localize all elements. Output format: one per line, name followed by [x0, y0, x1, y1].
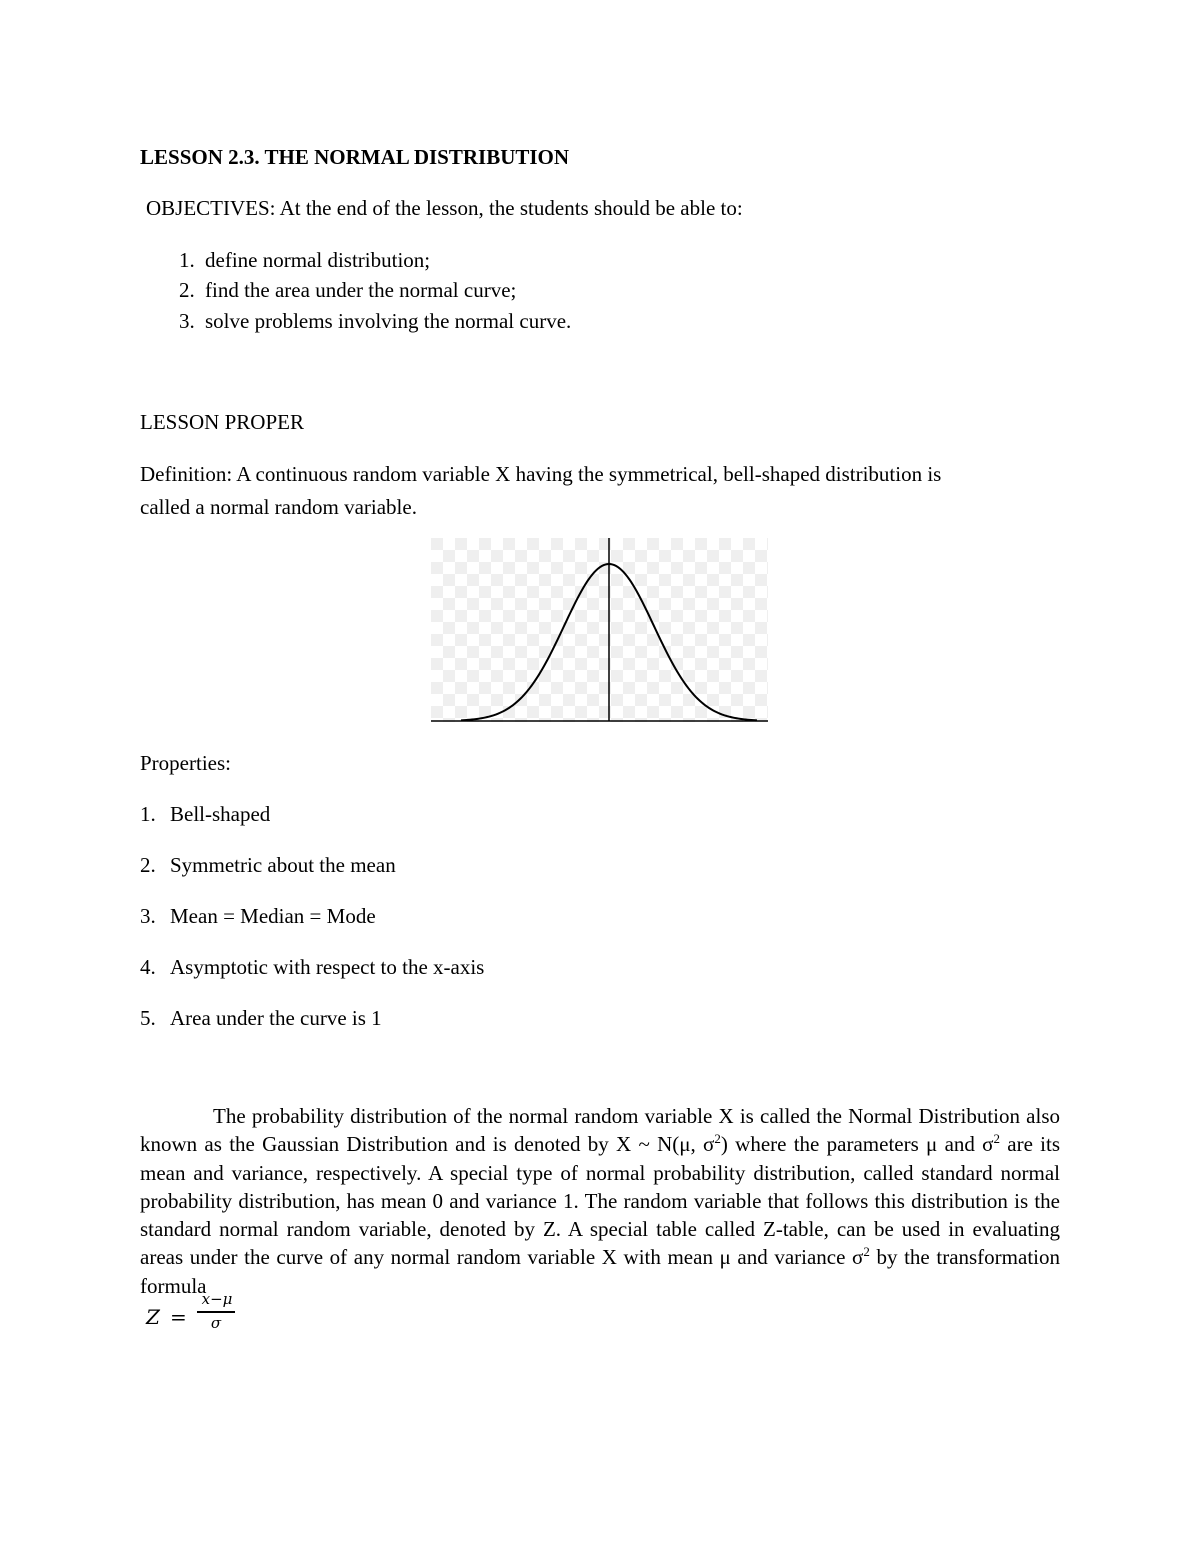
exponent: 2: [993, 1131, 1000, 1147]
definition-line-1: Definition: A continuous random variable X having the symmetrical, bell-shaped distribution is: [140, 462, 942, 486]
lesson-title: LESSON 2.3. THE NORMAL DISTRIBUTION: [140, 145, 570, 169]
fraction-bar: [197, 1311, 235, 1313]
normal-curve-figure: [431, 538, 768, 724]
formula-numerator: x−μ: [201, 1290, 233, 1308]
objective-text: define normal distribution;: [205, 248, 431, 272]
property-item-5: [140, 1005, 382, 1032]
exponent: 2: [714, 1131, 721, 1147]
objective-item-2: [179, 277, 516, 304]
paragraph-part-1: The probability distribution of the normal random variable X is called the Normal Distribution also known as the Gaussian Distribution and is denoted by X ~ N(μ, σ: [140, 1104, 1060, 1157]
property-item-3: [140, 903, 376, 930]
objective-text: solve problems involving the normal curve.: [205, 309, 572, 333]
formula-equals: =: [170, 1305, 187, 1329]
property-number: 4.: [140, 955, 156, 979]
property-item-1: [140, 801, 270, 828]
property-text: Mean = Median = Mode: [170, 904, 376, 928]
properties-heading: Properties:: [140, 751, 231, 775]
checker-background: [431, 538, 768, 722]
objective-item-3: [179, 308, 571, 335]
property-item-4: [140, 954, 484, 981]
paragraph-part-4: by the transformation formula: [140, 1245, 1060, 1298]
property-number: 2.: [140, 853, 156, 877]
exponent: 2: [863, 1244, 870, 1260]
paragraph-part-3: are its mean and variance, respectively. A special type of normal probability distribution, called standard normal probability distribution, has mean 0 and variance 1. The random variable that follows this distribution is the standard normal random variable, denoted by Z. A special table called Z-table, can be used in evaluating areas under the curve of any normal random variable X with mean μ and variance σ: [140, 1132, 1061, 1270]
property-text: Symmetric about the mean: [170, 853, 396, 877]
property-text: Bell-shaped: [170, 802, 271, 826]
objective-number: 3.: [179, 309, 195, 333]
paragraph-part-2: ) where the parameters μ and σ: [720, 1132, 994, 1157]
property-item-2: [140, 852, 396, 879]
objective-number: 1.: [179, 248, 195, 272]
objective-item-1: [179, 247, 430, 274]
property-number: 3.: [140, 904, 156, 928]
objective-text: find the area under the normal curve;: [205, 278, 517, 302]
formula-lhs: Z: [146, 1305, 160, 1329]
objectives-heading: OBJECTIVES: At the end of the lesson, the students should be able to:: [146, 196, 743, 220]
normal-distribution-paragraph: [140, 1102, 1060, 1300]
property-number: 1.: [140, 802, 156, 826]
formula-denominator: σ: [210, 1314, 222, 1332]
property-text: Asymptotic with respect to the x-axis: [170, 955, 485, 979]
property-text: Area under the curve is 1: [170, 1006, 382, 1030]
property-number: 5.: [140, 1006, 156, 1030]
objective-number: 2.: [179, 278, 195, 302]
lesson-proper-heading: LESSON PROPER: [140, 410, 304, 434]
definition-line-2: called a normal random variable.: [140, 495, 417, 519]
